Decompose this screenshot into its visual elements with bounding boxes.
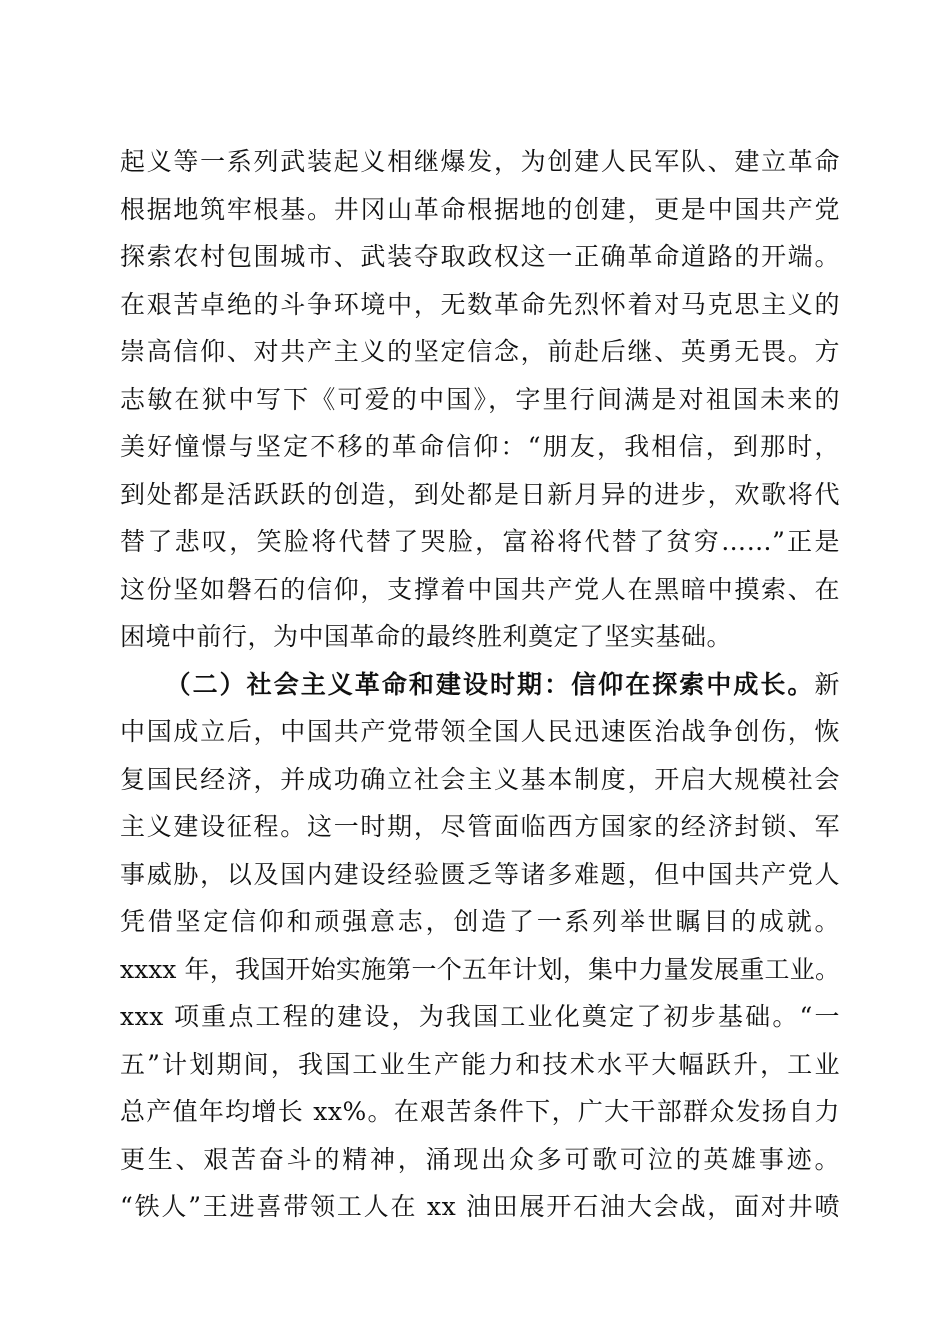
paragraph-2-line: xxx 项重点工程的建设，为我国工业化奠定了初步基础。“一 [120,1002,840,1031]
paragraph-1-line: 困境中前行，为中国革命的最终胜利奠定了坚实基础。 [120,622,733,651]
paragraph-2-lead: 新 [814,669,840,699]
paragraph-2-line: 复国民经济，并成功确立社会主义基本制度，开启大规模社会 [120,764,840,794]
paragraph-2-line: “铁人”王进喜带领工人在 xx 油田展开石油大会战，面对井喷 [120,1192,840,1221]
paragraph-2-line: 主义建设征程。这一时期，尽管面临西方国家的经济封锁、军 [120,812,840,841]
paragraph-2-line: 总产值年均增长 xx%。在艰苦条件下，广大干部群众发扬自力 [120,1097,840,1126]
paragraph-1-line: 在艰苦卓绝的斗争环境中，无数革命先烈怀着对马克思主义的 [120,289,840,319]
paragraph-2-first-line [120,661,840,709]
paragraph-2-line: 中国成立后，中国共产党带领全国人民迅速医治战争创伤，恢 [120,717,840,746]
paragraph-1-line: 起义等一系列武装起义相继爆发，为创建人民军队、建立革命 [120,147,840,176]
paragraph-2-line: 五”计划期间，我国工业生产能力和技术水平大幅跃升，工业 [120,1049,840,1079]
paragraph-2-line: xxxx 年，我国开始实施第一个五年计划，集中力量发展重工业。 [120,954,840,984]
body-text [120,138,840,1231]
paragraph-1-line: 崇高信仰、对共产主义的坚定信念，前赴后继、英勇无畏。方 [120,337,840,366]
paragraph-2-line: 凭借坚定信仰和顽强意志，创造了一系列举世瞩目的成就。 [120,907,840,936]
paragraph-1-line: 探索农村包围城市、武装夺取政权这一正确革命道路的开端。 [120,242,840,271]
paragraph-1-line: 到处都是活跃跃的创造，到处都是日新月异的进步，欢歌将代 [120,479,840,509]
paragraph-1-line: 美好憧憬与坚定不移的革命信仰：“朋友，我相信，到那时， [120,432,840,461]
paragraph-1-line: 根据地筑牢根基。井冈山革命根据地的创建，更是中国共产党 [120,194,840,224]
paragraph-2-line: 事威胁，以及国内建设经验匮乏等诸多难题，但中国共产党人 [120,859,840,889]
section-heading: （二）社会主义革命和建设时期：信仰在探索中成长。 [164,669,815,699]
paragraph-1-line: 这份坚如磐石的信仰，支撑着中国共产党人在黑暗中摸索、在 [120,574,840,604]
paragraph-1-line: 替了悲叹，笑脸将代替了哭脸，富裕将代替了贫穷……”正是 [120,527,840,556]
paragraph-2-line: 更生、艰苦奋斗的精神，涌现出众多可歌可泣的英雄事迹。 [120,1144,840,1174]
paragraph-1-line: 志敏在狱中写下《可爱的中国》，字里行间满是对祖国未来的 [120,384,840,414]
